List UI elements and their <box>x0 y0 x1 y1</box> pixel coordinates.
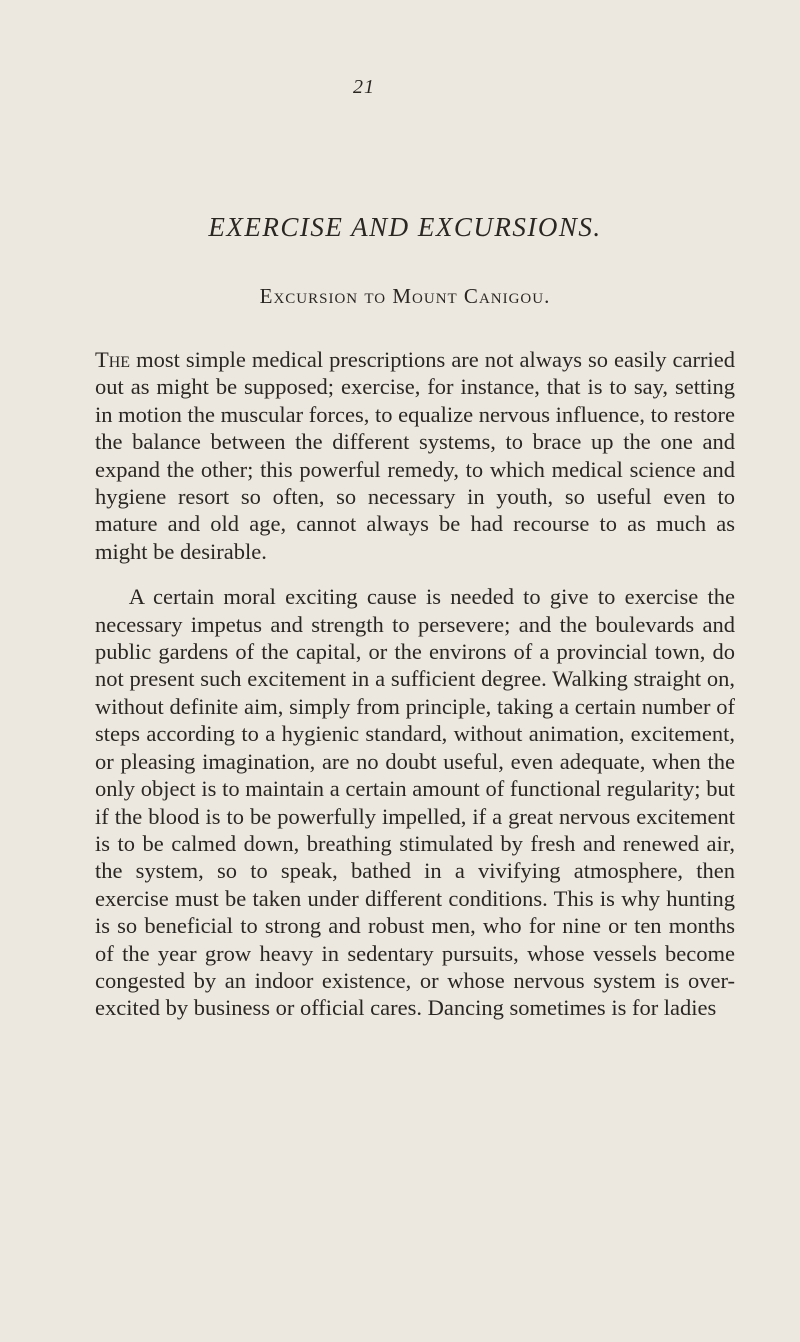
body-text <box>95 346 735 1022</box>
paragraph-1-lead: The <box>95 347 131 372</box>
paragraph-2 <box>95 583 735 1022</box>
section-title: Excursion to Mount Canigou. <box>259 284 551 308</box>
paragraph-1 <box>95 346 735 565</box>
paragraph-2-text: A certain moral exciting cause is needed to give to exercise the necessary impetus and strength to persevere; and the boulevards and public gardens of the capital, or the environs of a provincial town, do not present such excitement in a sufficient degree. Walking straight on, without definite aim, simply from principle, taking a certain number of steps according to a hygienic standard, without animation, excitement, or pleasing imagination, are no doubt useful, even adequate, when the only object is to maintain a certain amount of functional regularity; but if the blood is to be powerfully impelled, if a great nervous excitement is to be calmed down, breathing stimulated by fresh and renewed air, the system, so to speak, bathed in a vivifying atmosphere, then exercise must be taken under different conditions. This is why hunting is so beneficial to strong and robust men, who for nine or ten months of the year grow heavy in sedentary pursuits, whose vessels become congested by an indoor existence, or whose nervous system is over-excited by business or official cares. Dancing sometimes is for ladies <box>95 584 735 1021</box>
page-number: 21 <box>353 76 375 98</box>
paragraph-1-text: most simple medical prescriptions are not always so easily carried out as might be supposed; exercise, for instance, that is to say, setting in motion the muscular forces, to equalize nervous influence, to restore the balance between the different systems, to brace up the one and expand the other; this powerful remedy, to which medical science and hygiene resort so often, so necessary in youth, so useful even to mature and old age, cannot always be had recourse to as much as might be desirable. <box>95 347 735 564</box>
chapter-title: EXERCISE AND EXCURSIONS. <box>208 212 602 242</box>
